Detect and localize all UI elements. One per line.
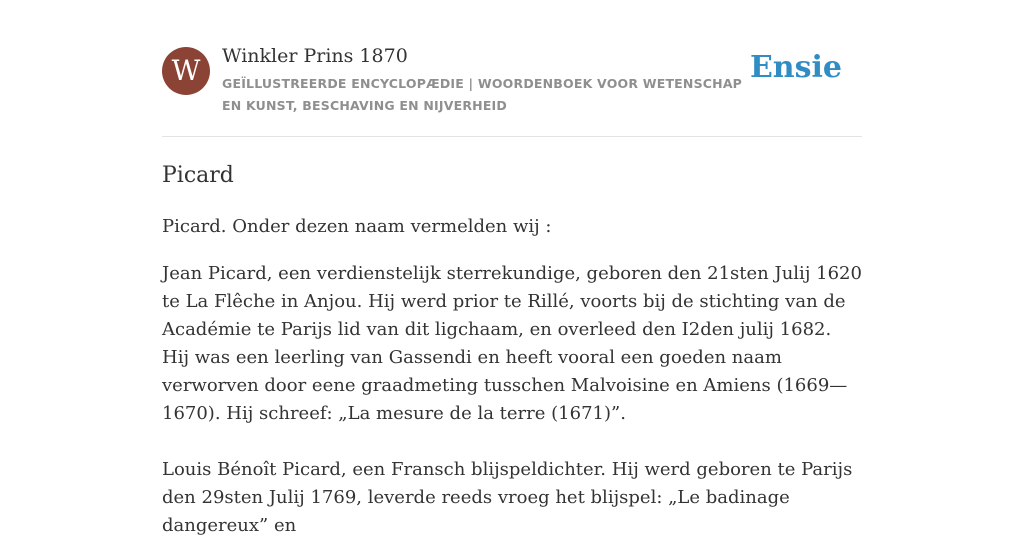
book-title[interactable]: Winkler Prins 1870 [222,45,408,67]
book-subtitle: GEÏLLUSTREERDE ENCYCLOPÆDIE | WOORDENBOEK VOOR WETENSCHAP EN KUNST, BESCHAVING EN NIJVERHEID [222,76,743,113]
header [162,0,862,137]
article-paragraph: Jean Picard, een verdienstelijk sterrekundige, geboren den 21sten Julij 1620 te La Flêche in Anjou. Hij werd prior te Rillé, voorts bij de stichting van de Académie te Parijs lid van dit ligchaam, en overleed den I2den julij 1682. Hij was een leerling van Gassendi en heeft vooral een goeden naam verworven door eene graadmeting tusschen Malvoisine en Amiens (1669—1670). Hij schreef: „La mesure de la terre (1671)”. [162,263,862,424]
article-body [162,213,862,540]
article-title: Picard [162,163,234,188]
ensie-logo-link[interactable]: Ensie [749,50,842,85]
article-paragraph: Picard. Onder dezen naam vermelden wij : [162,216,552,237]
article-paragraph: Louis Bénoît Picard, een Fransch blijspeldichter. Hij werd geboren te Parijs den 29sten Julij 1769, leverde reeds vroeg het blijspel: „Le badinage dangereux” en [162,459,853,536]
book-avatar[interactable]: W [162,47,210,95]
page [162,0,862,559]
